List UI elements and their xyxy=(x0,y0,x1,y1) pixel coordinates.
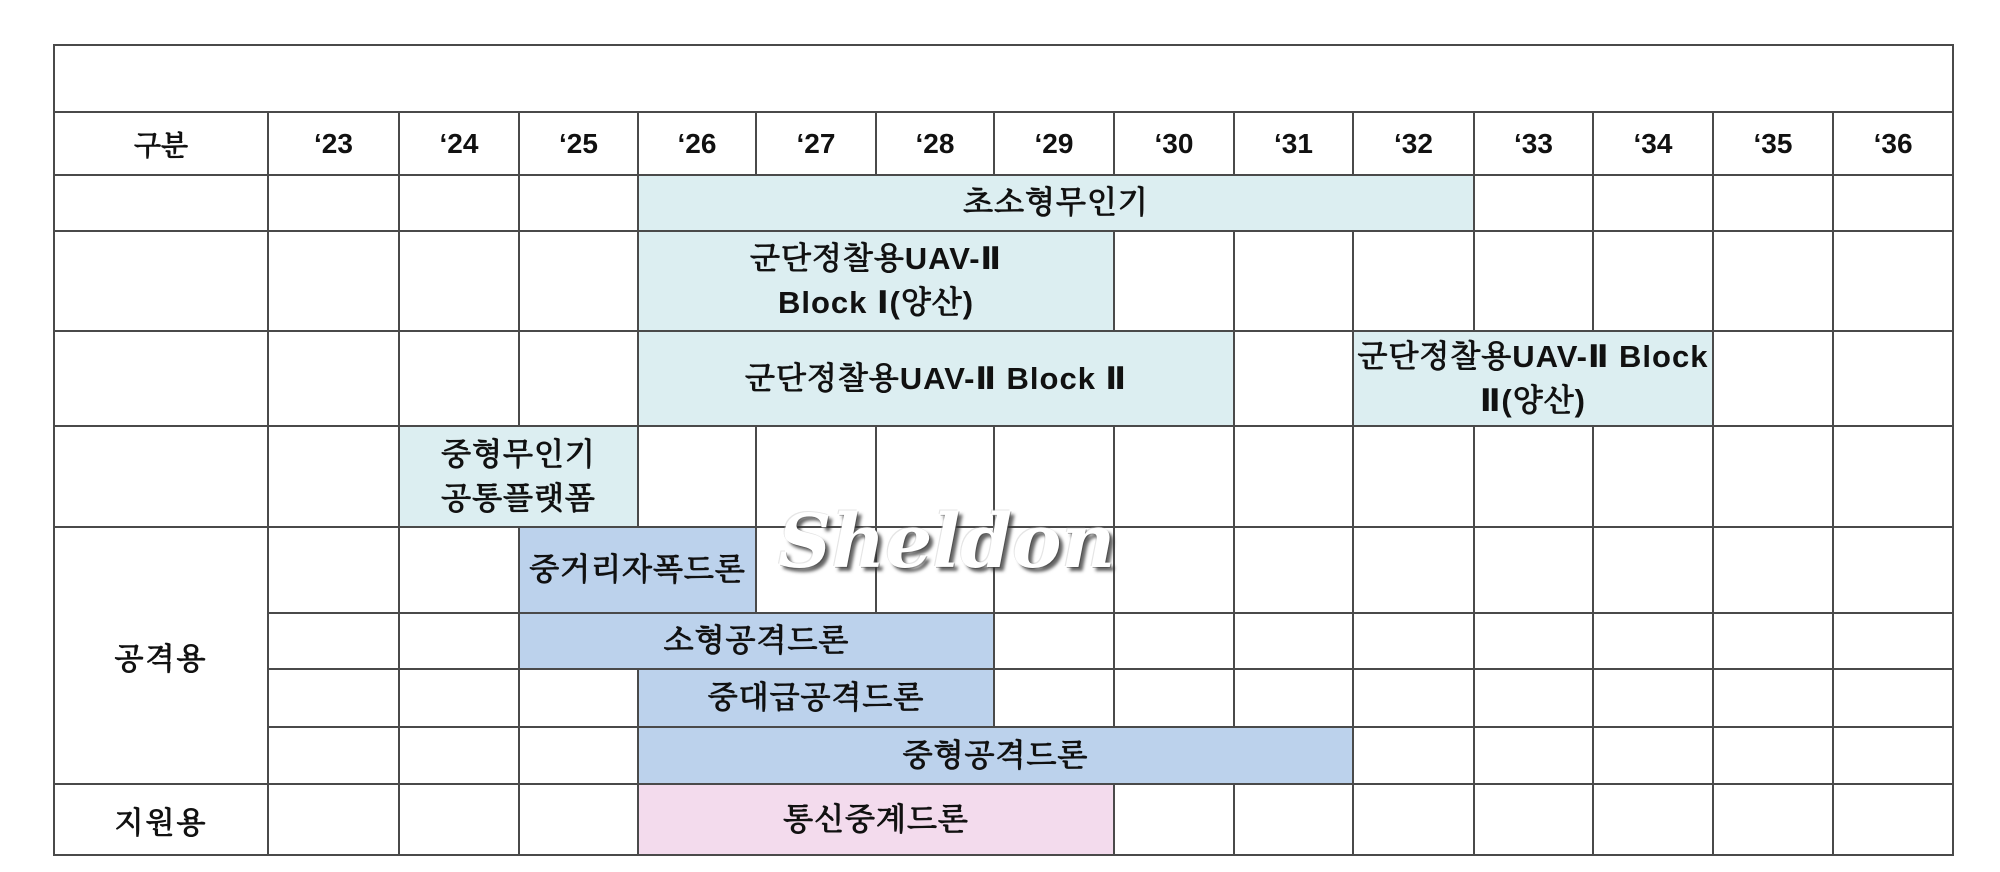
bar-label: 초소형무인기 xyxy=(963,185,1149,220)
bar-label: 소형공격드론 xyxy=(663,623,850,658)
grid-cell xyxy=(268,784,399,855)
grid-cell xyxy=(268,727,399,784)
gantt-bar-micro-uav xyxy=(638,175,1474,231)
year-header-30: ‘30 xyxy=(1114,112,1234,175)
grid-cell xyxy=(1114,613,1234,669)
grid-cell xyxy=(1474,527,1593,613)
grid-cell xyxy=(1353,231,1474,331)
grid-cell xyxy=(994,527,1114,613)
grid-cell xyxy=(268,669,399,727)
grid-cell xyxy=(1713,784,1833,855)
grid-cell xyxy=(399,231,519,331)
bar-label-line2: Ⅱ(양산) xyxy=(1480,382,1586,418)
grid-cell xyxy=(1593,426,1713,527)
gantt-bar-corps-uav2-block2-production xyxy=(1353,331,1713,426)
grid-cell xyxy=(1833,727,1953,784)
grid-cell xyxy=(876,527,994,613)
year-header-31: ‘31 xyxy=(1234,112,1353,175)
grid-cell xyxy=(994,669,1114,727)
grid-cell xyxy=(756,426,876,527)
year-header-35: ‘35 xyxy=(1713,112,1833,175)
grid-cell xyxy=(1833,784,1953,855)
grid-cell xyxy=(1713,727,1833,784)
grid-cell xyxy=(399,784,519,855)
bar-label-line1: 중형무인기 xyxy=(441,436,596,472)
grid-cell xyxy=(1353,613,1474,669)
grid-cell xyxy=(1353,426,1474,527)
grid-cell xyxy=(1713,331,1833,426)
bar-label-line1: 군단정찰용UAV-Ⅱ Block xyxy=(1357,338,1709,374)
grid-cell xyxy=(519,331,638,426)
grid-cell xyxy=(1713,175,1833,231)
grid-cell xyxy=(1114,784,1234,855)
grid-cell xyxy=(1833,331,1953,426)
grid-cell xyxy=(399,175,519,231)
grid-cell xyxy=(1234,426,1353,527)
grid-cell xyxy=(1474,175,1593,231)
gantt-bar-corps-uav2-block2 xyxy=(638,331,1234,426)
grid-cell xyxy=(1713,527,1833,613)
year-header-24: ‘24 xyxy=(399,112,519,175)
grid-cell xyxy=(1474,784,1593,855)
grid-cell xyxy=(638,426,756,527)
grid-cell xyxy=(399,331,519,426)
category-cell-support: 지원용 xyxy=(54,784,268,855)
year-header-34: ‘34 xyxy=(1593,112,1713,175)
grid-cell xyxy=(268,175,399,231)
grid-cell xyxy=(1593,613,1713,669)
grid-cell xyxy=(1474,613,1593,669)
grid-cell xyxy=(1593,231,1713,331)
grid-cell xyxy=(1474,231,1593,331)
grid-cell xyxy=(1234,669,1353,727)
grid-cell xyxy=(1593,175,1713,231)
grid-cell xyxy=(1353,669,1474,727)
grid-cell xyxy=(399,527,519,613)
grid-cell xyxy=(519,231,638,331)
grid-cell xyxy=(994,426,1114,527)
grid-cell xyxy=(1234,784,1353,855)
year-header-32: ‘32 xyxy=(1353,112,1474,175)
year-header-26: ‘26 xyxy=(638,112,756,175)
grid-cell xyxy=(1833,426,1953,527)
sheldon-watermark: Sheldon xyxy=(778,499,1116,585)
grid-cell xyxy=(1474,426,1593,527)
grid-cell xyxy=(1114,669,1234,727)
grid-cell xyxy=(268,426,399,527)
category-cell-empty xyxy=(54,175,268,231)
grid-cell xyxy=(1593,784,1713,855)
year-header-27: ‘27 xyxy=(756,112,876,175)
grid-cell xyxy=(1114,426,1234,527)
category-cell-empty xyxy=(54,231,268,331)
year-header-36: ‘36 xyxy=(1833,112,1953,175)
grid-cell xyxy=(1474,727,1593,784)
grid-cell xyxy=(1234,231,1353,331)
grid-cell xyxy=(1353,527,1474,613)
grid-cell xyxy=(876,426,994,527)
bar-label-line2: Block Ⅰ(양산) xyxy=(777,285,975,320)
grid-cell xyxy=(1713,426,1833,527)
bar-label: 중거리자폭드론 xyxy=(529,552,746,587)
grid-cell xyxy=(1114,527,1234,613)
grid-cell xyxy=(1713,613,1833,669)
bar-label: 중형공격드론 xyxy=(902,737,1089,773)
grid-cell xyxy=(268,331,399,426)
grid-cell xyxy=(1234,527,1353,613)
grid-cell xyxy=(1713,669,1833,727)
grid-cell xyxy=(1234,613,1353,669)
category-cell-attack: 공격용 xyxy=(54,527,268,784)
gantt-bar-comm-relay-drone xyxy=(638,784,1114,855)
grid-cell xyxy=(268,231,399,331)
corner-header: 구분 xyxy=(54,112,268,175)
year-header-33: ‘33 xyxy=(1474,112,1593,175)
grid-cell xyxy=(1833,669,1953,727)
grid-cell xyxy=(399,669,519,727)
year-header-29: ‘29 xyxy=(994,112,1114,175)
grid-cell xyxy=(756,527,876,613)
gantt-bar-medium-attack-drone xyxy=(638,727,1353,784)
category-cell-empty xyxy=(54,331,268,426)
gantt-bar-company-level-attack-drone xyxy=(638,669,994,727)
grid-cell xyxy=(1593,669,1713,727)
grid-cell xyxy=(994,613,1114,669)
bar-label: 중대급공격드론 xyxy=(707,680,925,715)
year-header-25: ‘25 xyxy=(519,112,638,175)
year-header-23: ‘23 xyxy=(268,112,399,175)
gantt-bar-small-attack-drone xyxy=(519,613,994,669)
uav-roadmap-gantt-table xyxy=(53,44,1954,856)
grid-cell xyxy=(1474,669,1593,727)
gantt-bar-corps-uav2-block1-production xyxy=(638,231,1114,331)
grid-cell xyxy=(519,727,638,784)
grid-cell xyxy=(399,727,519,784)
grid-cell xyxy=(1353,784,1474,855)
grid-cell xyxy=(1234,331,1353,426)
bar-label-line1: 군단정찰용UAV-Ⅱ xyxy=(750,241,1002,276)
grid-cell xyxy=(519,784,638,855)
bar-label: 군단정찰용UAV-Ⅱ Block Ⅱ xyxy=(745,360,1127,396)
grid-cell xyxy=(268,527,399,613)
grid-cell xyxy=(1353,727,1474,784)
grid-cell xyxy=(1593,727,1713,784)
grid-cell xyxy=(1593,527,1713,613)
grid-cell xyxy=(399,613,519,669)
bar-label: 통신중계드론 xyxy=(783,801,969,837)
grid-cell xyxy=(1114,231,1234,331)
title-band xyxy=(54,45,1953,112)
grid-cell xyxy=(519,175,638,231)
grid-cell xyxy=(1833,231,1953,331)
grid-cell xyxy=(268,613,399,669)
grid-cell xyxy=(1833,527,1953,613)
gantt-bar-mid-range-suicide-drone xyxy=(519,527,756,613)
bar-label-line2: 공통플랫폼 xyxy=(441,480,596,516)
grid-cell xyxy=(1833,175,1953,231)
category-cell-empty xyxy=(54,426,268,527)
year-header-28: ‘28 xyxy=(876,112,994,175)
grid-cell xyxy=(519,669,638,727)
grid-cell xyxy=(1833,613,1953,669)
grid-cell xyxy=(1713,231,1833,331)
gantt-bar-medium-uav-common-platform xyxy=(399,426,638,527)
